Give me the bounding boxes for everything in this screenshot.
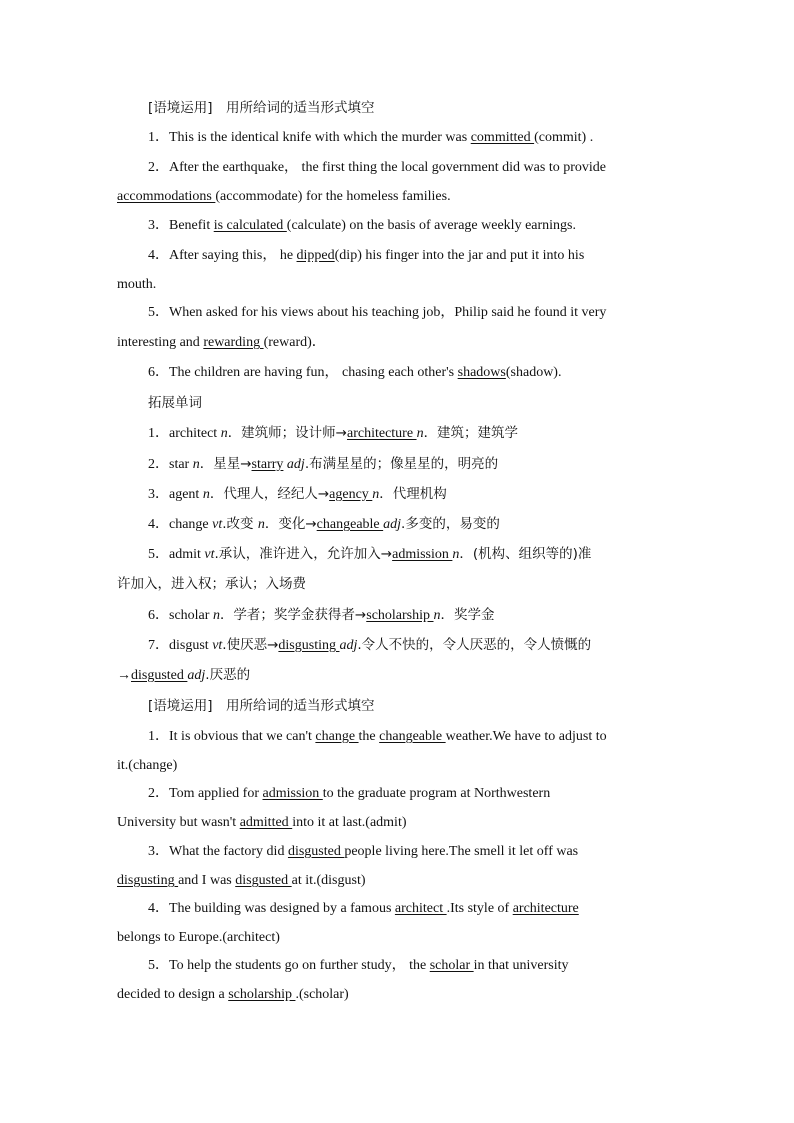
- text-segment: [语境运用] 用所给词的适当形式填空: [148, 698, 375, 714]
- text-segment: .使厌恶→: [222, 637, 279, 653]
- text-line: [148, 635, 682, 655]
- answer-blank: changeable: [379, 729, 446, 744]
- text-line: [148, 544, 682, 564]
- text-segment: .令人不快的，令人厌恶的，令人愤慨的: [357, 637, 592, 653]
- text-segment: and I was: [178, 873, 236, 888]
- answer-blank: change: [315, 729, 359, 744]
- text-line: [148, 605, 682, 625]
- text-line: [148, 454, 682, 474]
- text-segment: 1．This is the identical knife with which the murder was: [148, 130, 471, 145]
- text-line: [117, 985, 682, 1005]
- text-line: [148, 899, 682, 919]
- text-segment: 1．It is obvious that we can't: [148, 729, 316, 744]
- text-segment: [语境运用] 用所给词的适当形式填空: [148, 100, 375, 116]
- text-line: [117, 928, 682, 948]
- text-line: [148, 128, 682, 148]
- text-segment: 1．architect: [148, 426, 221, 441]
- text-segment: adj: [286, 457, 305, 472]
- text-segment: 3．What the factory did: [148, 844, 288, 859]
- text-line: [148, 363, 682, 383]
- text-segment: .(scholar): [295, 987, 349, 1002]
- text-segment: .改变: [222, 516, 258, 532]
- text-line: [117, 665, 682, 685]
- text-segment: adj: [383, 517, 402, 532]
- answer-blank: rewarding: [203, 335, 264, 350]
- text-line: [148, 784, 682, 804]
- text-segment: n: [452, 547, 460, 562]
- text-segment: ．代理机构: [379, 486, 447, 502]
- text-segment: (commit) .: [534, 130, 594, 145]
- text-segment: (shadow).: [505, 365, 562, 380]
- text-line: [117, 871, 682, 891]
- text-line: [117, 813, 682, 833]
- text-segment: n: [372, 487, 380, 502]
- text-segment: 5．To help the students go on further study， the: [148, 958, 430, 973]
- answer-blank: disgusted: [287, 844, 345, 859]
- text-segment: 6．scholar: [148, 608, 213, 623]
- answer-blank: architecture: [512, 901, 579, 916]
- text-line: [148, 246, 682, 266]
- text-line: [117, 275, 682, 295]
- text-line: [148, 393, 682, 413]
- text-segment: n: [433, 608, 441, 623]
- text-line: [148, 484, 682, 504]
- answer-blank: admission: [262, 786, 323, 801]
- answer-blank: dipped: [296, 248, 335, 263]
- text-segment: ．奖学金: [440, 607, 495, 623]
- answer-blank: scholar: [429, 958, 474, 973]
- text-segment: belongs to Europe.(architect): [117, 930, 280, 945]
- text-segment: 4．The building was designed by a famous: [148, 901, 395, 916]
- text-segment: adj: [339, 638, 358, 653]
- text-line: [148, 98, 682, 118]
- answer-blank: agency: [329, 487, 373, 502]
- text-segment: .厌恶的: [205, 667, 251, 683]
- text-line: [117, 574, 682, 594]
- answer-blank: admission: [392, 547, 453, 562]
- text-segment: at it.(disgust): [291, 873, 366, 888]
- text-segment: n: [416, 426, 424, 441]
- text-segment: 5．When asked for his views about his teaching job，Philip said he found it very: [148, 305, 607, 320]
- text-line: [117, 187, 682, 207]
- answer-blank: disgusting: [278, 638, 340, 653]
- text-segment: weather.We have to adjust to: [445, 729, 607, 744]
- text-segment: interesting and: [117, 335, 204, 350]
- text-segment: (calculate) on the basis of average weekly earnings.: [286, 218, 576, 233]
- text-line: [148, 956, 682, 976]
- text-segment: .多变的，易变的: [401, 516, 500, 532]
- text-segment: vt: [212, 638, 223, 653]
- text-segment: mouth.: [117, 277, 157, 292]
- text-line: [148, 842, 682, 862]
- text-segment: in that university: [473, 958, 569, 973]
- text-segment: n: [202, 487, 210, 502]
- text-segment: n: [257, 517, 265, 532]
- text-line: [148, 303, 682, 323]
- text-segment: ．建筑师；设计师→: [227, 425, 347, 441]
- answer-blank: scholarship: [228, 987, 296, 1002]
- text-segment: .布满星星的；像星星的，明亮的: [304, 456, 499, 472]
- answer-blank: changeable: [316, 517, 384, 532]
- text-segment: n: [220, 426, 228, 441]
- text-segment: ．建筑；建筑学: [423, 425, 519, 441]
- text-segment: it.(change): [117, 758, 178, 773]
- text-segment: vt: [212, 517, 223, 532]
- text-segment: ．变化→: [264, 516, 317, 532]
- text-segment: 5．admit: [148, 547, 205, 562]
- answer-blank: accommodations: [117, 189, 216, 204]
- text-segment: n: [212, 608, 220, 623]
- text-segment: the: [358, 729, 380, 744]
- text-line: [117, 756, 682, 776]
- answer-blank: disgusting: [117, 873, 179, 888]
- text-segment: decided to design a: [117, 987, 229, 1002]
- text-segment: University but wasn't: [117, 815, 240, 830]
- text-line: [148, 727, 682, 747]
- text-segment: ．星星→: [199, 456, 252, 472]
- answer-blank: shadows: [457, 365, 506, 380]
- text-segment: 6．The children are having fun， chasing each other's: [148, 365, 458, 380]
- text-segment: 4．After saying this， he: [148, 248, 297, 263]
- text-segment: to the graduate program at Northwestern: [322, 786, 551, 801]
- answer-blank: architecture: [347, 426, 417, 441]
- answer-blank: disgusted: [131, 668, 188, 683]
- answer-blank: starry: [251, 457, 284, 472]
- text-segment: vt: [204, 547, 215, 562]
- text-segment: (accommodate) for the homeless families.: [215, 189, 451, 204]
- text-segment: into it at last.(admit): [292, 815, 407, 830]
- text-segment: (reward)．: [263, 335, 326, 350]
- text-segment: 2．star: [148, 457, 193, 472]
- text-line: [148, 158, 682, 178]
- answer-blank: is calculated: [213, 218, 287, 233]
- text-segment: adj: [187, 668, 206, 683]
- text-line: [148, 423, 682, 443]
- answer-blank: admitted: [239, 815, 293, 830]
- text-line: [148, 216, 682, 236]
- text-segment: people living here.The smell it let off was: [344, 844, 579, 859]
- text-segment: .Its style of: [446, 901, 513, 916]
- text-segment: →: [117, 668, 131, 683]
- text-segment: 拓展单词: [148, 395, 202, 411]
- text-segment: 4．change: [148, 517, 213, 532]
- text-segment: n: [192, 457, 200, 472]
- text-segment: 7．disgust: [148, 638, 213, 653]
- text-line: [117, 333, 682, 353]
- text-segment: 3．Benefit: [148, 218, 214, 233]
- text-line: [148, 514, 682, 534]
- text-line: [148, 696, 682, 716]
- text-segment: 2．After the earthquake， the first thing the local government did was to provide: [148, 160, 606, 175]
- text-segment: ．学者；奖学金获得者→: [219, 607, 367, 623]
- answer-blank: committed: [470, 130, 535, 145]
- text-segment: ．代理人，经纪人→: [209, 486, 330, 502]
- text-segment: 3．agent: [148, 487, 203, 502]
- text-segment: .承认，准许进入，允许加入→: [214, 546, 393, 562]
- text-segment: 2．Tom applied for: [148, 786, 263, 801]
- text-segment: (dip) his finger into the jar and put it into his: [334, 248, 585, 263]
- text-segment: 许加入，进入权；承认；入场费: [117, 576, 306, 592]
- answer-blank: scholarship: [366, 608, 434, 623]
- text-segment: ．(机构、组织等的)准: [459, 546, 592, 562]
- answer-blank: architect: [394, 901, 447, 916]
- answer-blank: disgusted: [235, 873, 292, 888]
